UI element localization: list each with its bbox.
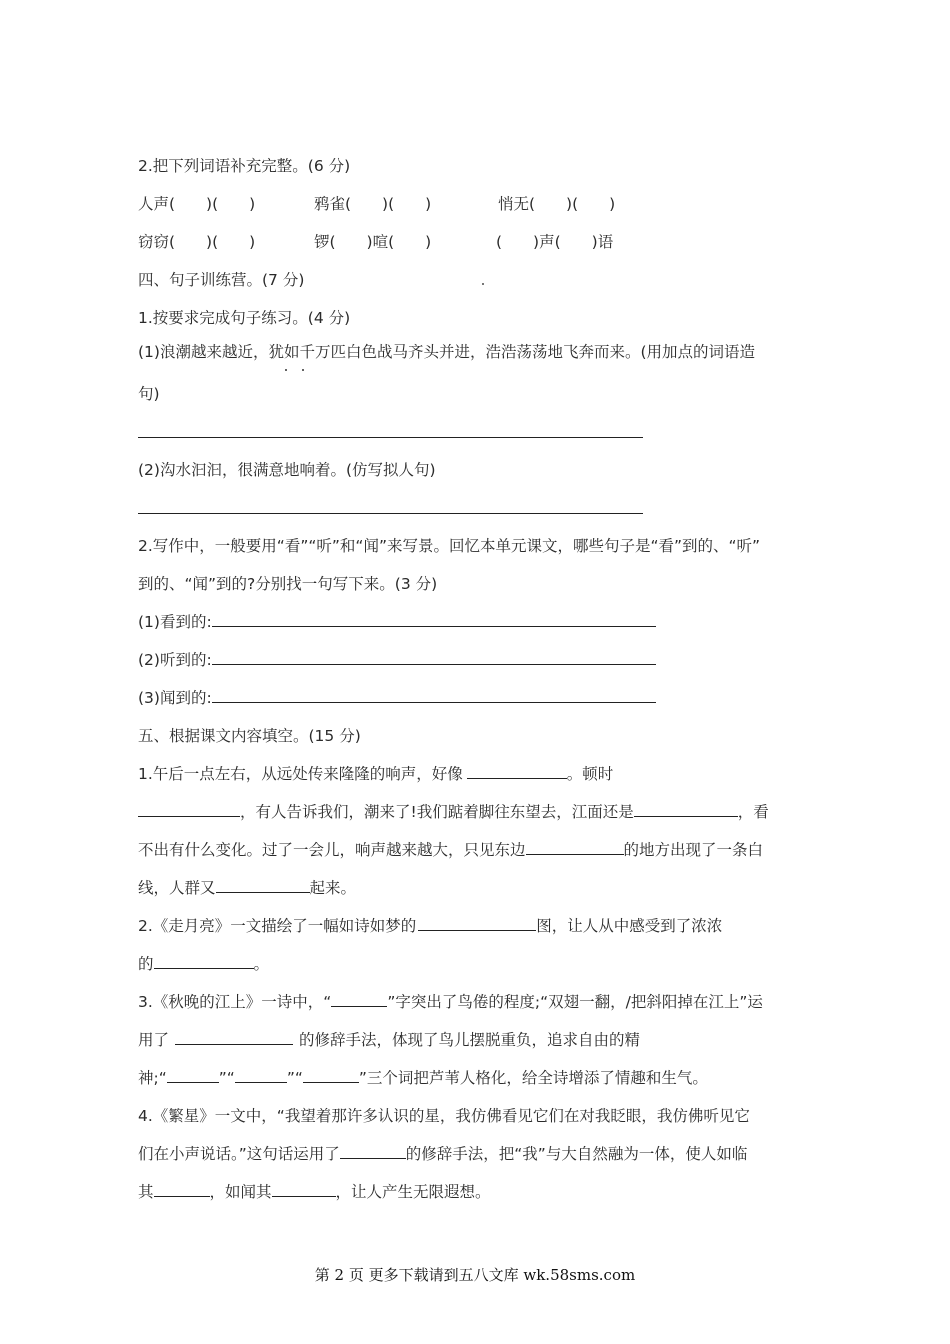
text: ，看 xyxy=(737,803,769,821)
s5-p2-line-1 xyxy=(138,914,722,938)
answer-blank[interactable] xyxy=(526,840,624,855)
text: ，如闻其 xyxy=(209,1183,272,1201)
s5-p4-line-3 xyxy=(138,1180,491,1204)
answer-blank[interactable] xyxy=(272,1182,336,1197)
s5-p4-line-2 xyxy=(138,1142,747,1166)
s5-p2-line-2 xyxy=(138,952,269,976)
page-footer: 第 2 页 更多下载请到五八文库 wk.58sms.com xyxy=(314,1266,636,1284)
text: 线，人群又 xyxy=(138,879,216,897)
s5-p1-line-3 xyxy=(138,838,763,862)
section-5-heading: 五、根据课文内容填空。(15 分) xyxy=(138,727,361,745)
text: 用了 xyxy=(138,1031,170,1049)
label: (2)听到的: xyxy=(138,651,212,669)
answer-line[interactable] xyxy=(138,437,643,438)
answer-blank[interactable] xyxy=(216,878,310,893)
s5-p3-line-3 xyxy=(138,1066,708,1090)
answer-blank[interactable] xyxy=(235,1068,287,1083)
text: 起来。 xyxy=(309,879,357,897)
answer-blank[interactable] xyxy=(467,764,567,779)
scan-speck xyxy=(482,283,484,285)
text: 的修辞手法，把“我”与大自然融为一体，使人如临 xyxy=(405,1145,748,1163)
text: 1.午后一点左右，从远处传来隆隆的响声，好像 xyxy=(138,765,463,783)
text: 的 xyxy=(138,955,154,973)
answer-blank[interactable] xyxy=(154,954,254,969)
s5-p1-line-2 xyxy=(138,800,769,824)
word-item: 悄无( )( ) xyxy=(498,195,616,213)
text: 图，让人从中感受到了浓浓 xyxy=(536,917,723,935)
word-item: 窃窃( )( ) xyxy=(138,233,256,251)
s4-q2-seen xyxy=(138,610,656,634)
answer-blank[interactable] xyxy=(418,916,536,931)
text: 的修辞手法，体现了鸟儿摆脱重负，追求自由的精 xyxy=(299,1031,641,1049)
s4-question-2-line-1: 2.写作中，一般要用“看”“听”和“闻”来写景。回忆本单元课文，哪些句子是“看”到的、“听” xyxy=(138,537,761,555)
text: 们在小声说话。”这句话运用了 xyxy=(138,1145,340,1163)
text: ”“ xyxy=(218,1069,235,1087)
s4-q1-item-1-line-1: (1)浪潮越来越近，犹如千万匹白色战马齐头并进，浩浩荡荡地飞奔而来。(用加点的词语造 xyxy=(138,343,756,361)
answer-blank[interactable] xyxy=(154,1182,210,1197)
word-item: 人声( )( ) xyxy=(138,195,256,213)
word-item: ( )声( )语 xyxy=(496,233,614,251)
s4-question-2-line-2: 到的、“闻”到的?分别找一句写下来。(3 分) xyxy=(138,575,438,593)
text: 3.《秋晚的江上》一诗中，“ xyxy=(138,993,332,1011)
s5-p3-line-2 xyxy=(138,1028,640,1052)
s4-q1-item-1-line-2: 句) xyxy=(138,385,160,403)
text: ，有人告诉我们，潮来了!我们踮着脚往东望去，江面还是 xyxy=(240,803,634,821)
word-item: 锣( )喧( ) xyxy=(314,233,432,251)
answer-blank[interactable] xyxy=(340,1144,406,1159)
emphasis-dot xyxy=(285,369,287,371)
text: ，让人产生无限遐想。 xyxy=(335,1183,491,1201)
label: (1)看到的: xyxy=(138,613,212,631)
word-item: 鸦雀( )( ) xyxy=(314,195,432,213)
s4-q2-heard xyxy=(138,648,656,672)
text: 。顿时 xyxy=(566,765,614,783)
s5-p1-line-1 xyxy=(138,762,613,786)
text: ”字突出了鸟倦的程度;“双翅一翻，/把斜阳掉在江上”运 xyxy=(387,993,763,1011)
text: 的地方出现了一条白 xyxy=(623,841,764,859)
s4-question-1: 1.按要求完成句子练习。(4 分) xyxy=(138,309,351,327)
answer-blank[interactable] xyxy=(634,802,738,817)
question-2-heading: 2.把下列词语补充完整。(6 分) xyxy=(138,157,351,175)
text: ”“ xyxy=(286,1069,303,1087)
answer-blank[interactable] xyxy=(212,612,656,627)
answer-blank[interactable] xyxy=(167,1068,219,1083)
s5-p4-line-1: 4.《繁星》一文中，“我望着那许多认识的星，我仿佛看见它们在对我眨眼，我仿佛听见它 xyxy=(138,1107,750,1125)
text: ”三个词把芦苇人格化，给全诗增添了情趣和生气。 xyxy=(358,1069,708,1087)
emphasis-dot xyxy=(302,369,304,371)
answer-blank[interactable] xyxy=(212,650,656,665)
text: 不出有什么变化。过了一会儿，响声越来越大，只见东边 xyxy=(138,841,526,859)
text: 2.《走月亮》一文描绘了一幅如诗如梦的 xyxy=(138,917,417,935)
answer-blank[interactable] xyxy=(331,992,387,1007)
answer-blank[interactable] xyxy=(303,1068,359,1083)
label: (3)闻到的: xyxy=(138,689,212,707)
answer-blank[interactable] xyxy=(175,1030,293,1045)
s4-q1-item-2: (2)沟水汩汩，很满意地响着。(仿写拟人句) xyxy=(138,461,436,479)
s4-q2-smelled xyxy=(138,686,656,710)
text: 其 xyxy=(138,1183,154,1201)
s5-p3-line-1 xyxy=(138,990,763,1014)
section-4-heading: 四、句子训练营。(7 分) xyxy=(138,271,305,289)
s5-p1-line-4 xyxy=(138,876,356,900)
text: 。 xyxy=(253,955,270,973)
text: 神;“ xyxy=(138,1069,167,1087)
answer-blank[interactable] xyxy=(212,688,656,703)
answer-line[interactable] xyxy=(138,513,643,514)
answer-blank[interactable] xyxy=(138,802,240,817)
